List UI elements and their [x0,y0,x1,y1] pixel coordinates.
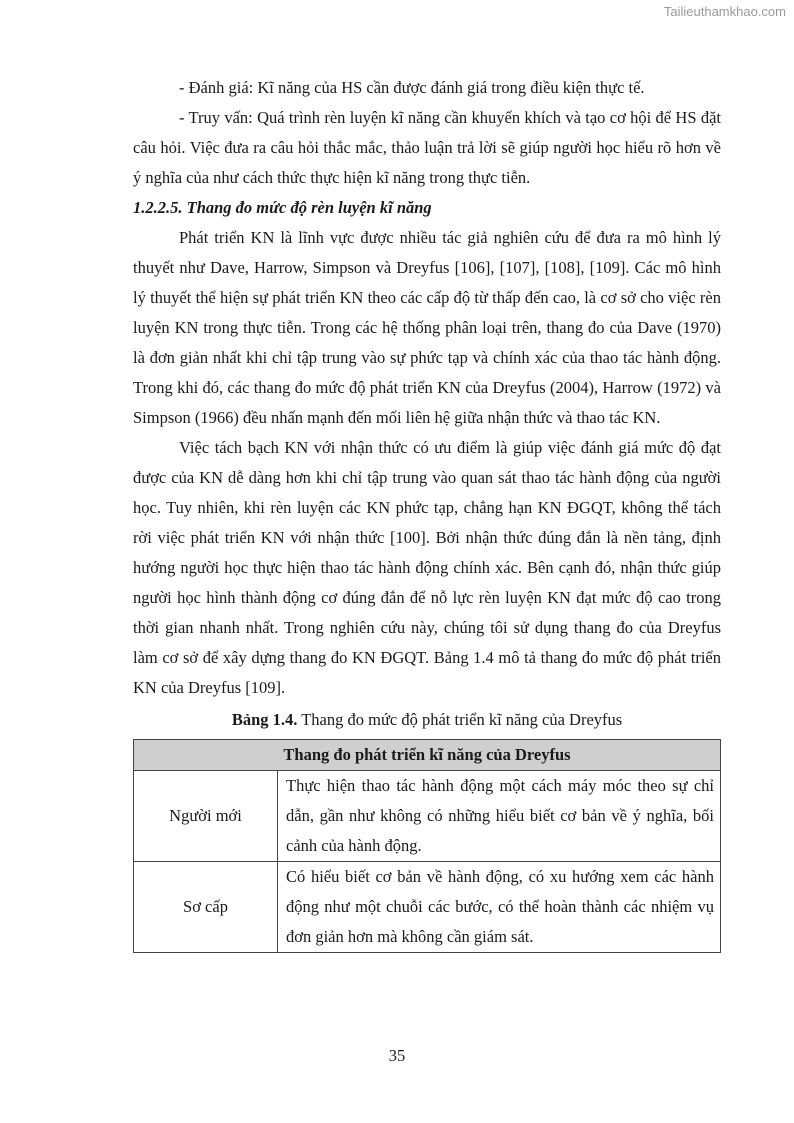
table-row [134,771,721,862]
page-content [133,73,721,953]
bullet-danh-gia: - Đánh giá: Kĩ năng của HS cần được đánh giá trong điều kiện thực tế. [179,78,645,97]
table-header-row [134,740,721,771]
body-paragraph: Việc tách bạch KN với nhận thức có ưu điểm là giúp việc đánh giá mức độ đạt được của KN dễ dàng hơn khi chỉ tập trung vào quan sát thao tác hành động của người học. Tuy nhiên, khi rèn luyện các KN phức tạp, chẳng hạn KN ĐGQT, không thể tách rời việc phát triển KN với nhận thức [100]. Bởi nhận thức đúng đắn là nền tảng, định hướng người học thực hiện thao tác hành động chính xác. Bên cạnh đó, nhận thức giúp người học hình thành động cơ đúng đắn để nỗ lực rèn luyện KN đạt mức độ cao trong thời gian nhanh nhất. Trong nghiên cứu này, chúng tôi sử dụng thang đo của Dreyfus làm cơ sở để xây dựng thang đo KN ĐGQT. Bảng 1.4 mô tả thang đo mức độ phát triển KN của Dreyfus [109]. [133,438,721,697]
table-caption [133,705,721,735]
watermark: Tailieuthamkhao.com [663,4,786,19]
page-number: 35 [388,1046,406,1065]
level-cell: Người mới [134,771,278,862]
description-cell: Thực hiện thao tác hành động một cách máy móc theo sự chỉ dẫn, gần như không có những hiểu biết cơ bản về ý nghĩa, bối cảnh của hành động. [278,771,721,862]
dreyfus-table [133,739,721,953]
table-caption-text: Thang đo mức độ phát triển kĩ năng của Dreyfus [297,710,623,729]
bullet-truy-van: - Truy vấn: Quá trình rèn luyện kĩ năng cần khuyến khích và tạo cơ hội để HS đặt câu hỏi. Việc đưa ra câu hỏi thắc mắc, thảo luận trả lời sẽ giúp người học hiểu rõ hơn về ý nghĩa của như cách thức thực hiện kĩ năng trong thực tiễn. [133,108,721,187]
table-caption-label: Bảng 1.4. [231,710,298,729]
table-row [134,862,721,953]
level-cell: Sơ cấp [134,862,278,953]
body-paragraph: Phát triển KN là lĩnh vực được nhiều tác giả nghiên cứu để đưa ra mô hình lý thuyết như Dave, Harrow, Simpson và Dreyfus [106], [107], [108], [109]. Các mô hình lý thuyết thể hiện sự phát triển KN theo các cấp độ từ thấp đến cao, là cơ sở cho việc rèn luyện KN trong thực tiễn. Trong các hệ thống phân loại trên, thang đo của Dave (1970) là đơn giản nhất khi chỉ tập trung vào sự phức tạp và chính xác của thao tác hành động. Trong khi đó, các thang đo mức độ phát triển KN của Dreyfus (2004), Harrow (1972) và Simpson (1966) đều nhấn mạnh đến mối liên hệ giữa nhận thức và thao tác KN. [133,228,721,427]
table-header: Thang đo phát triển kĩ năng của Dreyfus [134,740,721,771]
description-cell: Có hiểu biết cơ bản về hành động, có xu hướng xem các hành động như một chuỗi các bước, có thể hoàn thành các nhiệm vụ đơn giản hơn mà không cần giám sát. [278,862,721,953]
section-heading: 1.2.2.5. Thang đo mức độ rèn luyện kĩ năng [133,198,432,217]
